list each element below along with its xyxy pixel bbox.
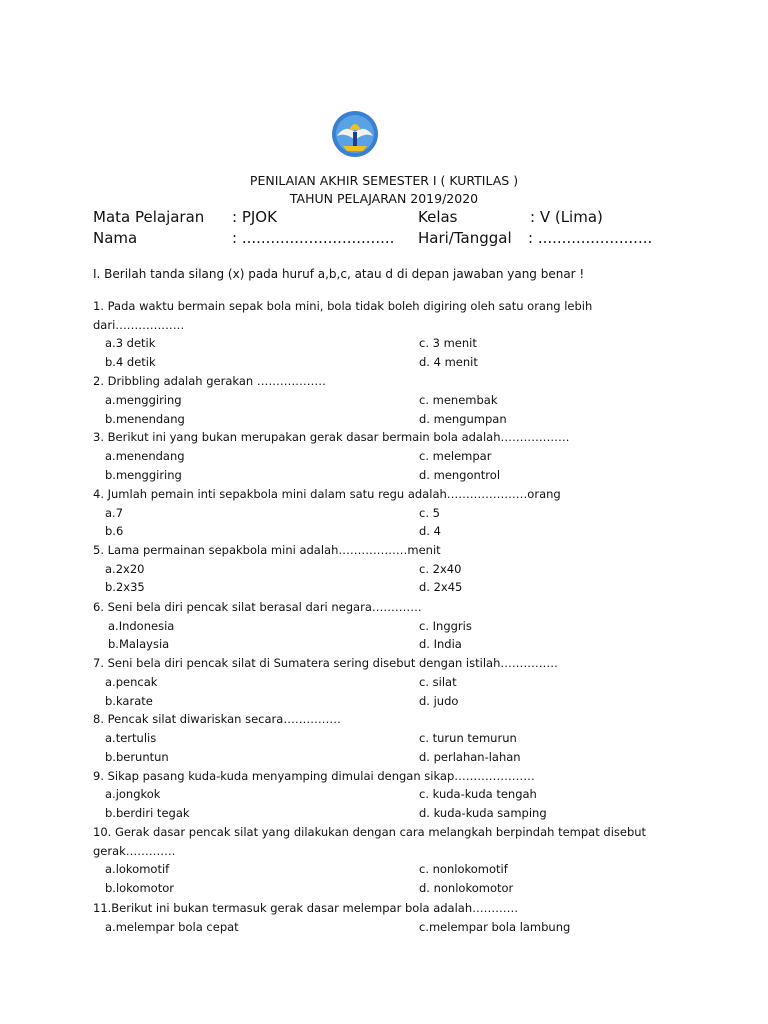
question-2-text: 2. Dribbling adalah gerakan ……………… <box>93 374 326 388</box>
question-6-option-b: b.Malaysia <box>108 637 170 651</box>
question-11-text: 11.Berikut ini bukan termasuk gerak dasar melempar bola adalah………… <box>93 901 519 915</box>
tut-wuri-handayani-logo-icon <box>329 110 381 158</box>
question-8-text: 8. Pencak silat diwariskan secara…………… <box>93 712 341 726</box>
question-9-option-a: a.jongkok <box>105 787 161 801</box>
question-10-option-d: d. nonlokomotor <box>419 881 514 895</box>
question-6-text: 6. Seni bela diri pencak silat berasal dari negara…………. <box>93 600 422 614</box>
question-2-option-c: c. menembak <box>419 393 498 407</box>
question-3-option-b: b.menggiring <box>105 468 182 482</box>
question-10-option-c: c. nonlokomotif <box>419 862 508 876</box>
question-9-option-c: c. kuda-kuda tengah <box>419 787 537 801</box>
question-4-option-b: b.6 <box>105 524 124 538</box>
question-7-text: 7. Seni bela diri pencak silat di Sumatera sering disebut dengan istilah…………… <box>93 656 558 670</box>
question-5-option-d: d. 2x45 <box>419 580 463 594</box>
question-3-text: 3. Berikut ini yang bukan merupakan gerak dasar bermain bola adalah……………… <box>93 430 570 444</box>
question-6-option-c: c. Inggris <box>419 619 472 633</box>
exam-title: PENILAIAN AKHIR SEMESTER I ( KURTILAS ) <box>249 173 519 188</box>
question-8-option-a: a.tertulis <box>105 731 157 745</box>
question-11-option-c: c.melempar bola lambung <box>419 920 571 934</box>
question-3-option-d: d. mengontrol <box>419 468 501 482</box>
question-10-option-a: a.lokomotif <box>105 862 170 876</box>
question-10-option-b: b.lokomotor <box>105 881 174 895</box>
question-2-option-d: d. mengumpan <box>419 412 507 426</box>
question-4-option-a: a.7 <box>105 506 124 520</box>
name-field: : ................................ <box>232 229 395 247</box>
question-8-option-c: c. turun temurun <box>419 731 517 745</box>
question-4-option-d: d. 4 <box>419 524 441 538</box>
subject-label: Mata Pelajaran <box>93 208 205 226</box>
question-7-option-c: c. silat <box>419 675 457 689</box>
question-9-option-d: d. kuda-kuda samping <box>419 806 547 820</box>
question-7-option-d: d. judo <box>419 694 459 708</box>
question-10-text-cont: gerak…………. <box>93 844 176 858</box>
question-8-option-d: d. perlahan-lahan <box>419 750 521 764</box>
question-7-option-a: a.pencak <box>105 675 158 689</box>
question-10-text: 10. Gerak dasar pencak silat yang dilakukan dengan cara melangkah berpindah tempat disebut <box>93 825 647 839</box>
question-5-option-b: b.2x35 <box>105 580 145 594</box>
question-5-text: 5. Lama permainan sepakbola mini adalah………………menit <box>93 543 441 557</box>
question-4-text: 4. Jumlah pemain inti sepakbola mini dalam satu regu adalah…………………orang <box>93 487 561 501</box>
date-field: : ........................ <box>528 229 653 247</box>
question-1-option-d: d. 4 menit <box>419 355 478 369</box>
question-6-option-a: a.Indonesia <box>108 619 175 633</box>
subject-value: : PJOK <box>232 208 277 226</box>
question-9-text: 9. Sikap pasang kuda-kuda menyamping dimulai dengan sikap………………… <box>93 769 535 783</box>
class-value: : V (Lima) <box>530 208 603 226</box>
question-7-option-b: b.karate <box>105 694 153 708</box>
question-3-option-a: a.menendang <box>105 449 185 463</box>
question-1-text-cont: dari……………… <box>93 318 185 332</box>
academic-year: TAHUN PELAJARAN 2019/2020 <box>289 191 479 206</box>
question-2-option-b: b.menendang <box>105 412 185 426</box>
question-1-option-b: b.4 detik <box>105 355 156 369</box>
date-label: Hari/Tanggal <box>418 229 512 247</box>
question-4-option-c: c. 5 <box>419 506 440 520</box>
question-5-option-a: a.2x20 <box>105 562 145 576</box>
question-1-option-c: c. 3 menit <box>419 336 477 350</box>
name-label: Nama <box>93 229 138 247</box>
class-label: Kelas <box>418 208 458 226</box>
question-9-option-b: b.berdiri tegak <box>105 806 190 820</box>
instruction: I. Berilah tanda silang (x) pada huruf a,b,c, atau d di depan jawaban yang benar ! <box>93 267 585 281</box>
question-1-option-a: a.3 detik <box>105 336 156 350</box>
question-2-option-a: a.menggiring <box>105 393 182 407</box>
question-5-option-c: c. 2x40 <box>419 562 462 576</box>
question-11-option-a: a.melempar bola cepat <box>105 920 239 934</box>
question-3-option-c: c. melempar <box>419 449 492 463</box>
question-6-option-d: d. India <box>419 637 462 651</box>
question-1-text: 1. Pada waktu bermain sepak bola mini, bola tidak boleh digiring oleh satu orang lebih <box>93 299 593 313</box>
question-8-option-b: b.beruntun <box>105 750 169 764</box>
